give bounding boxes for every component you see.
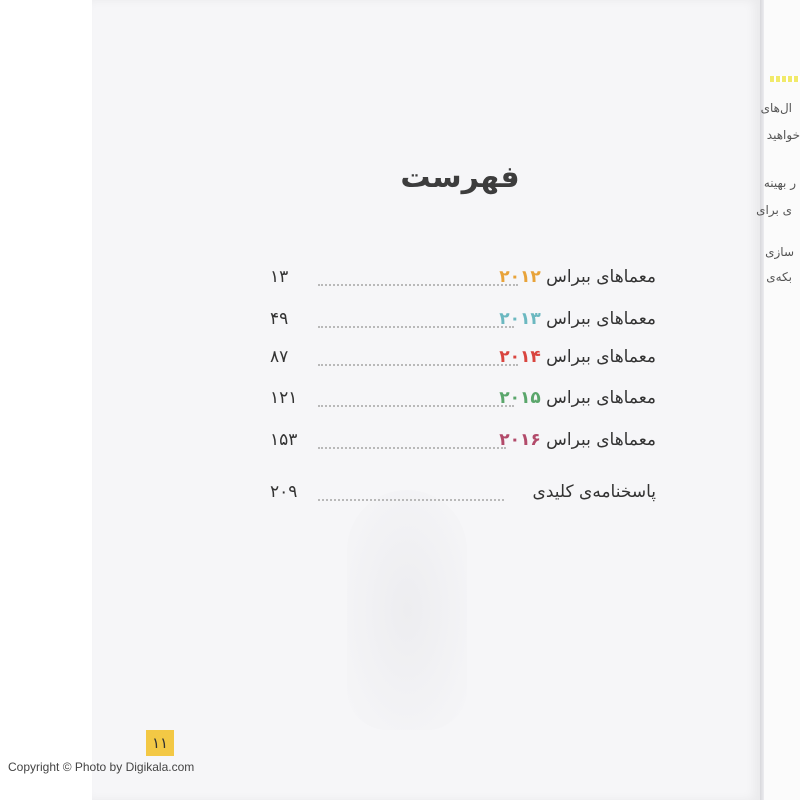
next-page-text-6: بکه‌ی — [766, 270, 792, 284]
toc-year: ۲۰۱۳ — [499, 309, 541, 329]
toc-title: معماهای ببراس — [546, 309, 656, 329]
toc-title: پاسخنامه‌ی کلیدی — [532, 482, 656, 502]
toc-label — [499, 309, 656, 329]
toc-title: معماهای ببراس — [546, 430, 656, 450]
toc-year: ۲۰۱۴ — [499, 347, 541, 367]
toc-page-number: ۴۹ — [270, 309, 289, 329]
toc-page-number: ۸۷ — [270, 347, 289, 367]
page-title: فهرست — [400, 160, 520, 195]
toc-title: معماهای ببراس — [546, 267, 656, 287]
page-number-badge: ۱۱ — [146, 730, 174, 756]
toc-row[interactable] — [270, 388, 656, 418]
toc-leader-dots — [318, 447, 506, 449]
next-page-text-2: خواهید — [766, 128, 800, 142]
toc-title: معماهای ببراس — [546, 388, 656, 408]
toc-page-number: ۱۲۱ — [270, 388, 298, 408]
toc-row[interactable] — [270, 347, 656, 377]
toc-label — [499, 388, 656, 408]
toc-year: ۲۰۱۵ — [499, 388, 541, 408]
toc-leader-dots — [318, 364, 518, 366]
next-page-text-3: ر بهینه — [763, 176, 796, 190]
toc-row[interactable] — [270, 430, 656, 460]
toc-row[interactable] — [270, 482, 656, 512]
toc-year: ۲۰۱۲ — [499, 267, 541, 287]
toc-row[interactable] — [270, 267, 656, 297]
toc-leader-dots — [318, 326, 514, 328]
next-page-text-5: سازی — [765, 245, 794, 259]
toc-label — [533, 482, 656, 502]
toc-label — [499, 430, 656, 450]
toc-label — [499, 347, 656, 367]
toc-year: ۲۰۱۶ — [499, 430, 541, 450]
toc-title: معماهای ببراس — [546, 347, 656, 367]
next-page-text-4: ی برای — [756, 203, 792, 217]
copyright-notice: Copyright © Photo by Digikala.com — [8, 760, 195, 774]
toc-row[interactable] — [270, 309, 656, 339]
next-page-text-1: ال‌های — [760, 101, 792, 115]
next-page-edge — [764, 0, 800, 800]
background-watermark — [347, 490, 467, 730]
toc-leader-dots — [318, 499, 504, 501]
left-margin — [0, 0, 92, 800]
toc-leader-dots — [318, 405, 514, 407]
toc-page-number: ۱۳ — [270, 267, 289, 287]
toc-leader-dots — [318, 284, 518, 286]
toc-label — [499, 267, 656, 287]
toc-page-number: ۲۰۹ — [270, 482, 298, 502]
toc-page-number: ۱۵۳ — [270, 430, 298, 450]
next-page-color-bar — [770, 76, 800, 82]
